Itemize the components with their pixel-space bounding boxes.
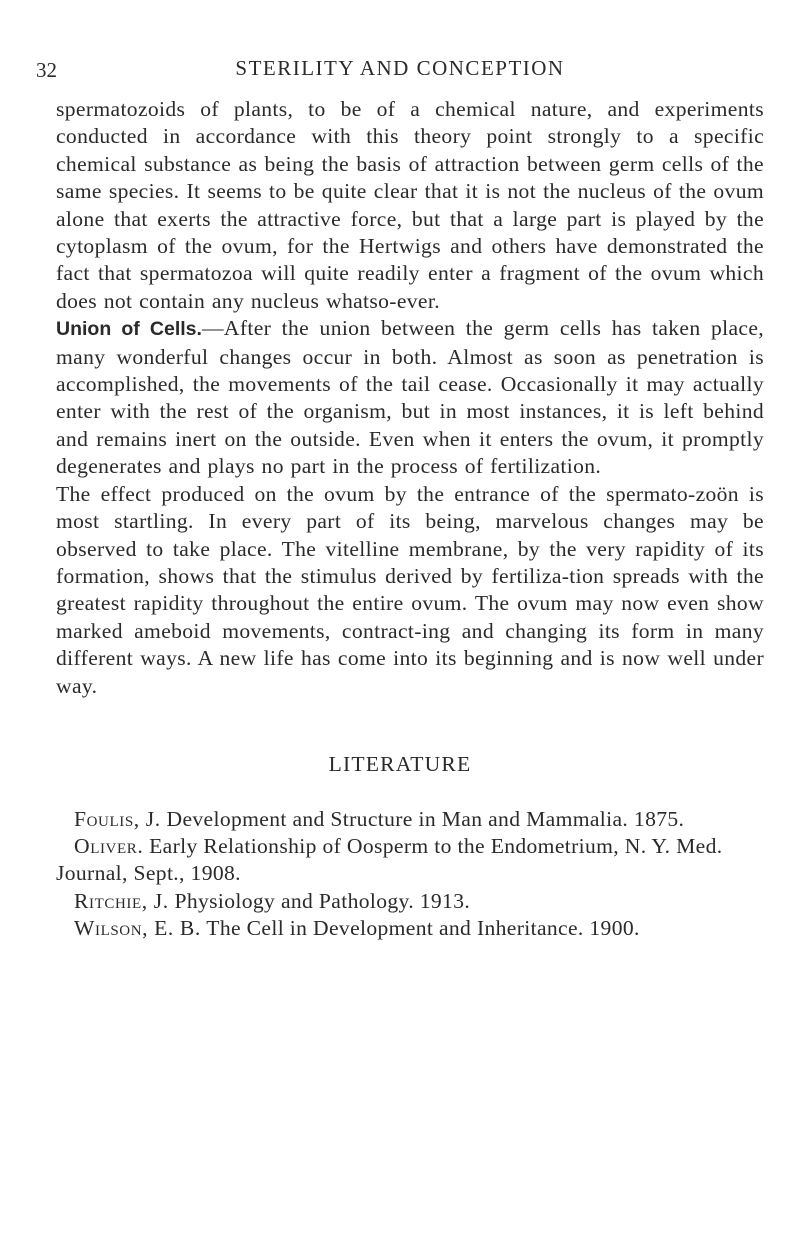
paragraph-1: spermatozoids of plants, to be of a chemical nature, and experiments conducted in accordance with this theory point strongly to a specific chemical substance as being the basis of attraction between germ cells of the same species. It seems to be quite clear that it is not the nucleus of the ovum alone that exerts the attractive force, but that a large part is played by the cytoplasm of the ovum, for the Hertwigs and others have demonstrated the fact that spermatozoa will quite readily enter a fragment of the ovum which does not contain any nucleus whatso-ever.: [56, 97, 764, 313]
run-in-heading: Union of Cells.: [56, 318, 202, 341]
running-head: STERILITY AND CONCEPTION: [235, 56, 565, 80]
reference-author: Foulis, J.: [74, 807, 161, 831]
reference-item: [56, 915, 764, 942]
reference-author: Ritchie, J.: [74, 888, 169, 913]
paragraph-2: [56, 315, 764, 480]
body-text: [56, 96, 764, 700]
section-heading-literature: LITERATURE: [328, 752, 472, 776]
page-number: 32: [36, 58, 57, 82]
reference-text: Early Relationship of Oosperm to the Endometrium, N. Y. Med. Journal, Sept., 1908.: [56, 834, 723, 886]
reference-text: Physiology and Pathology. 1913.: [168, 888, 471, 913]
reference-author: Wilson, E. B.: [74, 915, 201, 940]
reference-text: Development and Structure in Man and Mammalia. 1875.: [160, 807, 685, 831]
reference-item: [56, 888, 764, 915]
reference-list: [56, 806, 764, 942]
paragraph-2-text: —After the union between the germ cells has taken place, many wonderful changes occur in both. Almost as soon as penetration is accomplished, the movements of the tail cease. Occasionally it may actually enter with the rest of the organism, but in most instances, it is left behind and remains inert on the outside. Even when it enters the ovum, it promptly degenerates and plays no part in the process of fertilization.: [56, 316, 765, 479]
reference-item: [56, 833, 764, 887]
reference-author: Oliver.: [74, 834, 144, 859]
reference-text: The Cell in Development and Inheritance. 1900.: [200, 915, 640, 940]
reference-item: [56, 806, 764, 833]
paragraph-3: The effect produced on the ovum by the entrance of the spermato-zoön is most startling. In every part of its being, marvelous changes may be observed to take place. The vitelline membrane, by the very rapidity of its formation, shows that the stimulus derived by fertiliza-tion spreads with the greatest rapidity throughout the entire ovum. The ovum may now even show marked ameboid movements, contract-ing and changing its form in many different ways. A new life has come into its beginning and is now well under way.: [56, 481, 764, 698]
